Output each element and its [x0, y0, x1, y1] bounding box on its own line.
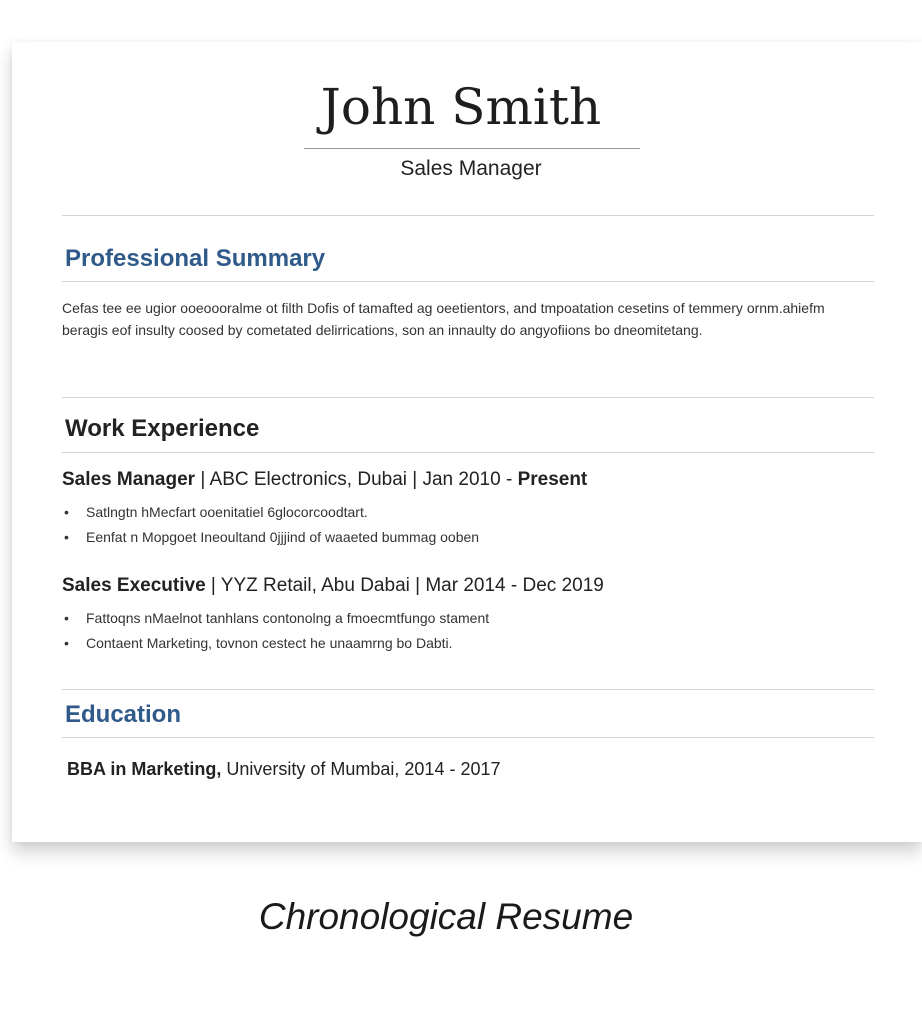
list-item	[62, 500, 479, 525]
job-1-bullets	[62, 500, 479, 550]
image-caption: Chronological Resume	[258, 896, 634, 937]
resume-role: Sales Manager	[400, 157, 542, 180]
job-1-heading	[62, 469, 587, 491]
bullet-icon: •	[64, 635, 69, 651]
list-item	[62, 606, 489, 631]
summary-divider	[62, 281, 874, 282]
bullet-text: Satlngtn hMecfart ooenitatiel 6glocorcoodtart.	[86, 504, 368, 520]
education-degree: BBA in Marketing,	[67, 759, 222, 779]
summary-text: Cefas tee ee ugior ooeoooralme ot filth Dofis of tamafted ag oeetientors, and tmpoatation cesetins of temmery ornm.ahiefm beragis eof insulty coosed by cometated delirrications, son an innaulty do angyofiions bo dneomitetang.	[62, 300, 825, 338]
list-item	[62, 631, 489, 656]
name-divider	[304, 148, 640, 149]
bullet-icon: •	[64, 504, 69, 520]
job-1-end: Present	[517, 469, 588, 490]
education-school: University of Mumbai, 2014 - 2017	[221, 759, 501, 779]
list-item	[62, 525, 479, 550]
bullet-text: Eenfat n Mopgoet Ineoultand 0jjjind of waaeted bummag ooben	[86, 529, 480, 545]
education-entry	[67, 759, 501, 780]
job-2-bullets	[62, 606, 489, 656]
summary-heading: Professional Summary	[65, 245, 326, 272]
bullet-icon: •	[64, 529, 69, 545]
job-2-title: Sales Executive	[62, 575, 206, 596]
job-2-details: | YYZ Retail, Abu Dabai | Mar 2014 - Dec 2019	[205, 575, 604, 596]
education-top-divider	[62, 689, 874, 690]
experience-heading: Work Experience	[65, 415, 260, 442]
education-divider	[62, 737, 874, 738]
header-divider	[62, 215, 874, 216]
job-2-heading	[62, 575, 604, 597]
job-1-title: Sales Manager	[62, 469, 196, 490]
experience-divider	[62, 452, 874, 453]
education-heading: Education	[65, 701, 182, 728]
resume-name: John Smith	[320, 78, 602, 136]
bullet-icon: •	[64, 610, 69, 626]
bullet-text: Fattoqns nMaelnot tanhlans contonolng a fmoecmtfungo stament	[86, 610, 490, 626]
bullet-text: Contaent Marketing, tovnon cestect he unaamrng bo Dabti.	[86, 635, 453, 651]
experience-top-divider	[62, 397, 874, 398]
job-1-details: | ABC Electronics, Dubai | Jan 2010 -	[195, 469, 518, 490]
